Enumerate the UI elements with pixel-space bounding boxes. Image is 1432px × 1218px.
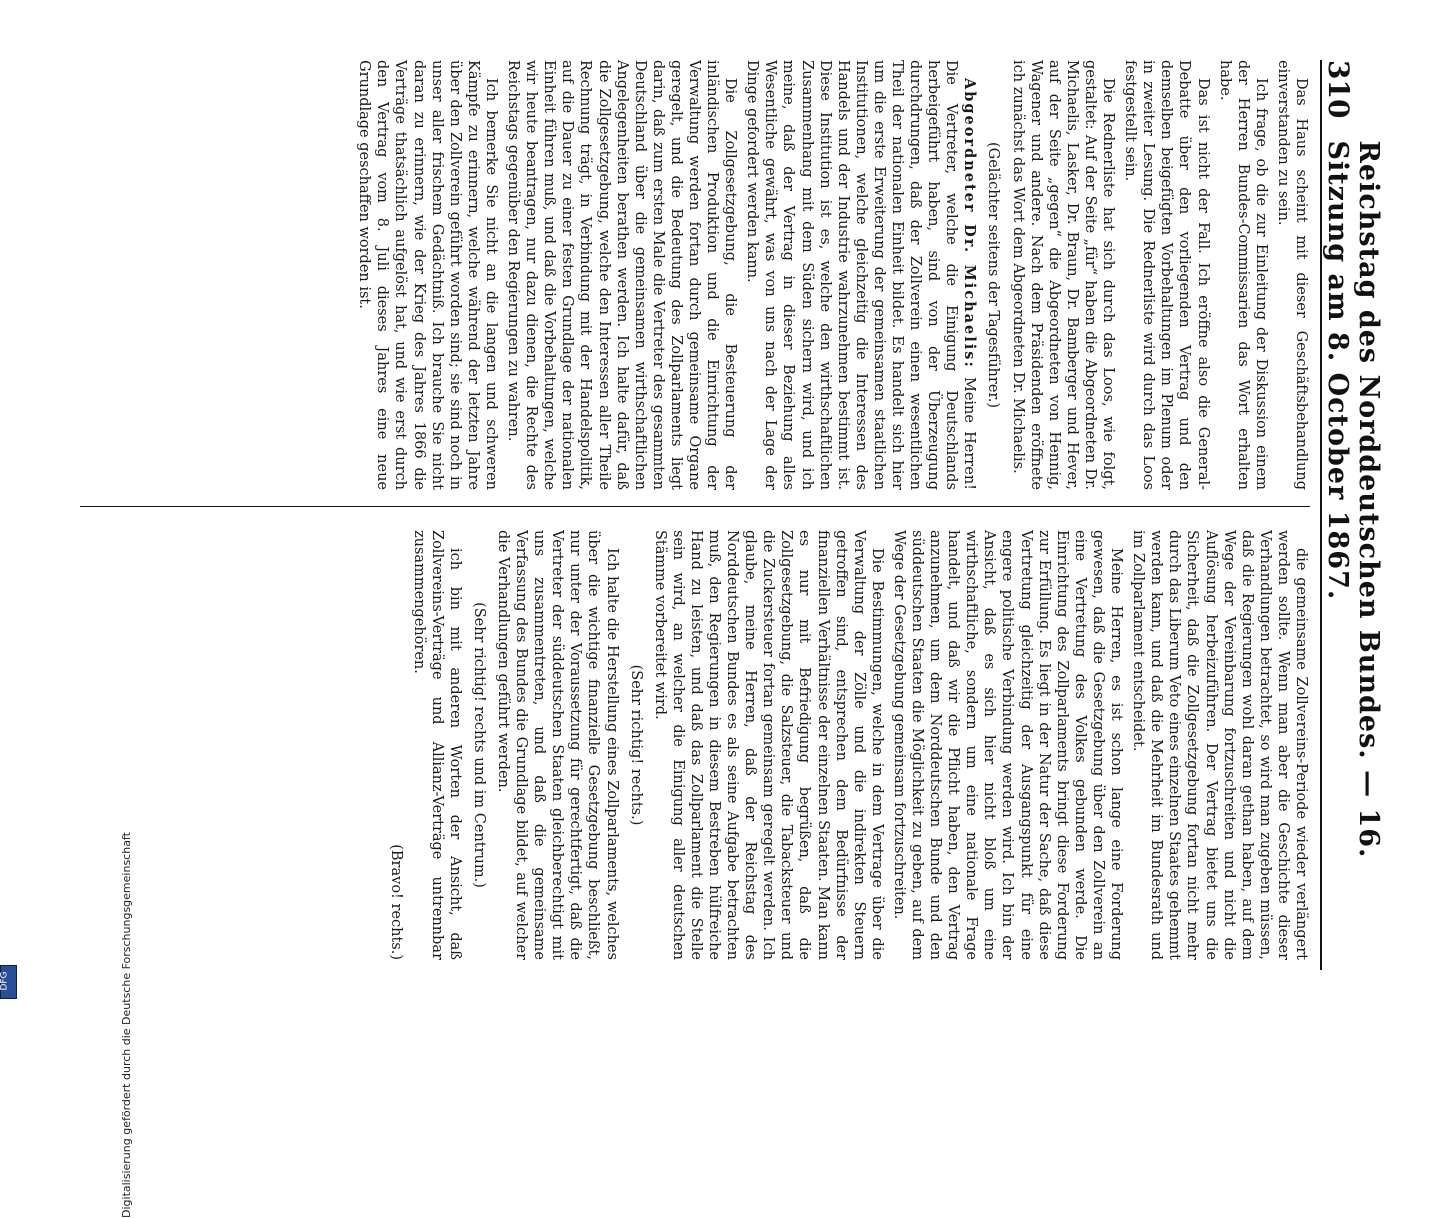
dfg-logo xyxy=(0,965,17,999)
interjection: (Bravo! rechts.) xyxy=(388,844,405,960)
interjection: (Sehr richtig! rechts.) xyxy=(627,664,644,826)
text-paragraph: Meine Herren, es ist schon lange eine Forderung gewesen, daß die Gesetzgebung über den Zollverein an eine Vertretung des Volkes gebunden werde. Die Einrichtung des Zollparlaments bringt diese Forderung zur Erfüllung. Es liegt in der Natur der Sache, daß diese Vertretung gleichzeitig der Ausgangspunkt für eine engere politische Verbindung werden wird. Ich bin der Ansicht, daß es sich hier nicht bloß um eine wirthschaftliche, sondern um eine nationale Frage handelt, und daß wir die Pflicht haben, den Vertrag anzunehmen, um dem Norddeutschen Bunde und den süddeutschen Staaten die Möglichkeit zu geben, auf dem Wege der Gesetzgebung gemeinsam fortzuschreiten. xyxy=(890,530,1125,960)
speech-text: Meine Herren! Die Vertreter, welche die Einigung Deutschlands herbeigeführt haben, sind von der Überzeugung durchdrungen, daß der Zollverein einen wesentlichen Theil der nationalen Einheit bildet. Es handelt sich hier um die erste Erweiterung der gemeinsamen staatlichen Institutionen, welche gleichzeitig die Interessen des Handels und der Industrie wahrzunehmen bestimmt ist. Diese Institution ist es, welche den wirthschaftlichen Zusammenhang mit dem Süden sichern wird, und ich meine, daß der Vertrag in dieser Beziehung alles Wesentliche gewährt, was von uns nach der Lage der Dinge gefordert werden kann. xyxy=(744,60,978,490)
page-header xyxy=(1320,60,1384,970)
text-paragraph: Das Haus scheint mit dieser Geschäftsbehandlung einverstanden zu sein. xyxy=(1274,60,1309,490)
text-paragraph: Die Zollgesetzgebung, die Besteuerung der inländischen Produktion und die Einrichtung der Verwaltung werden fortan durch gemeinsame Organe geregelt, und die Bedeutung des Zollparlaments liegt darin, daß zum ersten Male die Vertreter des gesammten Deutschland über die gemeinsamen wirthschaftlichen Angelegenheiten berathen werden. Ich halte dafür, daß die Zollgesetzgebung, welche den Interessen aller Theile Rechnung trägt, in Verbindung mit der Handelspolitik, auf die Dauer zu einer festen Grundlage der nationalen Einheit führen muß, und daß die Vorbehaltungen, welche wir heute beantragen, nur dazu dienen, die Rechte des Reichstags gegenüber den Regierungen zu wahren. xyxy=(505,60,739,490)
text-paragraph: Ich bemerke Sie nicht an die langen und schweren Kämpfe zu erinnern, welche während der letzten Jahre über den Zollverein geführt worden sind; sie sind noch in unser aller frischem Gedächtniß. Ich brauche Sie nicht daran zu erinnern, wie der Krieg des Jahres 1866 die Verträge thatsächlich aufgelöst hat, und wie erst durch den Vertrag vom 8. Juli dieses Jahres eine neue Grundlage geschaffen worden ist. xyxy=(356,60,499,490)
digitization-credit: Digitalisierung gefördert durch die Deutsche Forschungsgemeinschaft xyxy=(120,832,133,1218)
right-column xyxy=(80,530,1310,960)
text-paragraph: die gemeinsame Zollvereins-Periode wieder verlängert werden sollte. Wenn man aber die Geschichte dieser Verhandlungen betrachtet, so wird man zugeben müssen, daß die Regierungen wohl daran gethan haben, auf dem Wege der Vereinbarung fortzuschreiten und nicht die Auflösung herbeizuführen. Der Vertrag bietet uns die Sicherheit, daß die Zollgesetzgebung fortan nicht mehr durch das Liberum Veto eines einzelnen Staates gehemmt werden kann, und daß die Mehrheit im Bundesrath und im Zollparlament entscheidet. xyxy=(1130,530,1309,960)
text-paragraph: Die Bestimmungen, welche in dem Vertrage über die Verwaltung der Zölle und die indirekten Steuern getroffen sind, entsprechen dem Bedürfnisse der finanziellen Verhältnisse der einzelnen Staaten. Man kann es nur mit Befriedigung begrüßen, daß die Zollgesetzgebung, die Salzsteuer, die Tabacksteuer und die Zuckersteuer fortan gemeinsam geregelt werden. Ich glaube, meine Herren, daß der Reichstag des Norddeutschen Bundes es als seine Aufgabe betrachten muß, den Regierungen in diesem Bestreben hülfreiche Hand zu leisten, und daß das Zollparlament die Stelle sein wird, an welcher die Einigung aller deutschen Stämme vorbereitet wird. xyxy=(651,530,885,960)
page-number: 310 xyxy=(1322,60,1355,119)
speaker-name: Abgeordneter Dr. Michaelis: xyxy=(961,78,979,369)
text-paragraph: Das ist nicht der Fall. Ich eröffne also die General-Debatte über den vorliegenden Vertrag und den demselben beigefügten Vorbehaltungen im Plenum oder in zweiter Lesung. Die Rednerliste wird durch das Loos festgestellt sein. xyxy=(1122,60,1211,490)
text-paragraph: Ich frage, ob die zur Einleitung der Diskussion einem der Herren Bundes-Commissarien das Wort erhalten habe. xyxy=(1216,60,1269,490)
text-paragraph: ich bin mit anderen Worten der Ansicht, daß Zollvereins-Verträge und Allianz-Verträge untrennbar zusammengehören. xyxy=(410,530,463,960)
scanned-page xyxy=(70,40,1384,990)
interjection: (Gelächter seitens der Tagesführer.) xyxy=(985,141,1002,409)
column-divider xyxy=(80,506,1310,507)
left-column xyxy=(80,60,1310,490)
text-paragraph: Die Rednerliste hat sich durch das Loos, wie folgt, gestaltet: Auf der Seite „für“ haben die Abgeordneten Dr. Michaelis, Lasker, Dr. Braun, Dr. Bamberger und Hever, auf der Seite „gegen“ die Abgeordneten von Hennig, Wagener und andere. Nach dem Präsidenden eröffnete ich zunächst das Wort dem Abgeordneten Dr. Michaelis. xyxy=(1009,60,1117,490)
interjection: (Sehr richtig! rechts und im Centrum.) xyxy=(470,602,487,888)
text-paragraph: Ich halte die Herstellung eines Zollparlaments, welches über die wichtige finanzielle Gesetzgebung beschließt, nur unter der Voraussetzung für gerechtfertigt, daß die Vertreter der süddeutschen Staaten gleichberechtigt mit uns zusammentreten, und daß die gemeinsame Verfassung des Bundes die Grundlage bildet, auf welcher die Verhandlungen geführt werden. xyxy=(494,530,620,960)
running-title: Reichstag des Norddeutschen Bundes. — 16. Sitzung am 8. October 1867. xyxy=(1322,140,1384,859)
speech-paragraph xyxy=(743,60,978,490)
